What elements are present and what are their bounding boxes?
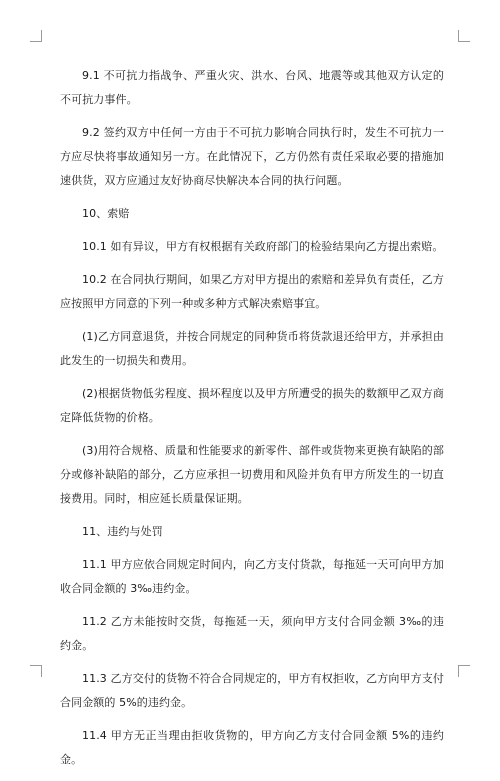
section-heading-breach: 11、违约与处罚 <box>82 525 163 538</box>
clause-11-3: 11.3 乙方交付的货物不符合合同规定的，甲方有权拒收，乙方向甲方支付合同金额的 5%的违约金。 <box>60 672 444 709</box>
claim-option-3: (3)用符合规格、质量和性能要求的新零件、部件或货物来更换有缺陷的部分或修补缺陷的部分，乙方应承担一切费用和风险并负有甲方所发生的一切直接费用。同时，相应延长质量保证期。 <box>60 444 444 505</box>
claim-option-1: (1)乙方同意退货，并按合同规定的同种货币将货款退还给甲方，并承担由此发生的一切损失和费用。 <box>60 330 444 367</box>
clause-9-2: 9.2 签约双方中任何一方由于不可抗力影响合同执行时，发生不可抗力一方应尽快将事故通知另一方。在此情况下，乙方仍然有责任采取必要的措施加速供货，双方应通过友好协商尽快解决本合同的执行问题。 <box>60 126 444 187</box>
clause-11-2: 11.2 乙方未能按时交货，每拖延一天，须向甲方支付合同金额 3‰的违约金。 <box>60 615 444 652</box>
clause-11-4: 11.4 甲方无正当理由拒收货物的，甲方向乙方支付合同金额 5%的违约金。 <box>60 729 444 766</box>
clause-10-2: 10.2 在合同执行期间，如果乙方对甲方提出的索赔和差异负有责任，乙方应按照甲方同意的下列一种或多种方式解决索赔事宜。 <box>60 273 444 310</box>
crop-mark-bottom-right <box>458 665 470 677</box>
section-heading-claims: 10、索赔 <box>82 207 130 220</box>
clause-9-1: 9.1 不可抗力指战争、严重火灾、洪水、台风、地震等或其他双方认定的不可抗力事件。 <box>60 69 444 106</box>
crop-mark-top-left <box>30 30 42 42</box>
crop-mark-bottom-left <box>30 665 42 677</box>
crop-mark-top-right <box>458 30 470 42</box>
document-body <box>60 64 444 781</box>
clause-11-1: 11.1 甲方应依合同规定时间内，向乙方支付货款，每拖延一天可向甲方加收合同金额的 3‰违约金。 <box>60 558 444 595</box>
clause-10-1: 10.1 如有异议，甲方有权根据有关政府部门的检验结果向乙方提出索赔。 <box>82 240 444 253</box>
claim-option-2: (2)根据货物低劣程度、损坏程度以及甲方所遭受的损失的数额甲乙双方商定降低货物的价格。 <box>60 387 444 424</box>
